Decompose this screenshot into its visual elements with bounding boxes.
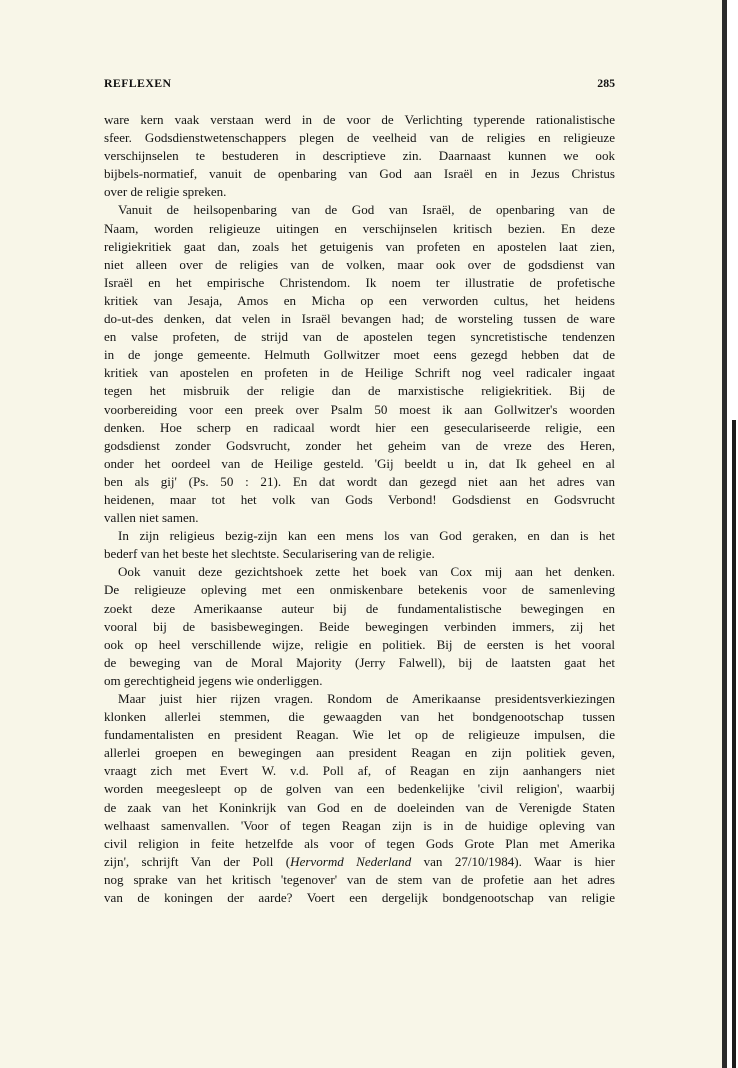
text-line: heidenen, maar tot het volk van Gods Verbond! Godsdienst en Godsvrucht xyxy=(104,491,615,507)
text-line: in de jonge gemeente. Helmuth Gollwitzer moet eens gezegd hebben dat de xyxy=(104,347,615,363)
text-line: Vanuit de heilsopenbaring van de God van Israël, de openbaring van de xyxy=(118,202,615,218)
scan-edge-shadow xyxy=(732,420,736,1068)
text-line: de beweging van de Moral Majority (Jerry Falwell), bij de laatsten gaat het xyxy=(104,654,615,670)
text-line: Naam, worden religieuze uitingen en verschijnselen kritisch bezien. En deze xyxy=(104,220,615,236)
text-segment: van 27/10/1984). Waar is hier xyxy=(411,853,615,869)
body-text xyxy=(104,111,615,907)
text-segment: zijn', schrijft Van der Poll ( xyxy=(104,853,291,869)
text-line: denken. Hoe scherp en radicaal wordt hier een geseculariseerde religie, een xyxy=(104,419,615,435)
text-line: om gerechtigheid jegens wie onderliggen. xyxy=(104,672,323,688)
text-line: vraagt zich met Evert W. v.d. Poll af, of Reagan en zijn aanhangers niet xyxy=(104,763,615,779)
text-line: bederf van het beste het slechtste. Secularisering van de religie. xyxy=(104,546,435,562)
text-line xyxy=(104,853,615,871)
text-line: vooral bij de basisbewegingen. Beide bewegingen verbinden immers, zij het xyxy=(104,618,615,634)
italic-title: Hervormd Nederland xyxy=(290,853,412,869)
text-line: verschijnselen te bestuderen in descriptieve zin. Daarnaast kunnen we ook xyxy=(104,148,615,164)
text-line: civil religion in feite hetzelfde als voor of tegen Gods Grote Plan met Amerika xyxy=(104,835,615,851)
text-line: Maar juist hier rijzen vragen. Rondom de Amerikaanse presidentsverkiezingen xyxy=(118,691,615,706)
text-line: ware kern vaak verstaan werd in de voor de Verlichting typerende rationalistische xyxy=(104,112,615,127)
text-line: kritiek van apostelen en profeten in de Heilige Schrift nog veel radicaler ingaat xyxy=(104,365,615,381)
text-line: klonken allerlei stemmen, die gewaagden van het bondgenootschap tussen xyxy=(104,709,615,725)
text-line: bijbels-normatief, vanuit de openbaring van God aan Israël en in Jezus Christus xyxy=(104,166,615,182)
text-line: Israël en het empirische Christendom. Ik noem ter illustratie de profetische xyxy=(104,274,615,290)
text-line: nog sprake van het kritisch 'tegenover' van de stem van de profetie aan het adres xyxy=(104,871,615,887)
text-line: do-ut-des denken, dat velen in Israël bevangen had; de worsteling tussen de ware xyxy=(104,311,615,327)
text-line: ben als gij' (Ps. 50 : 21). En dat wordt dan gezegd niet aan het adres van xyxy=(104,473,615,489)
text-line: over de religie spreken. xyxy=(104,184,227,200)
text-line: ook op heel verschillende wijze, religie en politiek. Bij de eersten is het vooral xyxy=(104,636,615,652)
scan-edge-line xyxy=(722,0,727,1068)
text-line: en valse profeten, de strijd van de apostelen tegen syncretistische tendenzen xyxy=(104,329,615,345)
text-line: van de koningen der aarde? Voert een dergelijk bondgenootschap van religie xyxy=(104,890,615,906)
text-line: sfeer. Godsdienstwetenschappers plegen de veelheid van de religies en religieuze xyxy=(104,130,615,146)
text-line: worden meegesleept op de golven van een bedenkelijke 'civil religion', waarbij xyxy=(104,781,615,797)
text-line: fundamentalisten en president Reagan. Wie let op de religieuze impulsen, die xyxy=(104,727,615,743)
text-line: godsdienst zonder Godsvrucht, zonder het geheim van de vreze des Heren, xyxy=(104,437,615,453)
text-line: In zijn religieus bezig-zijn kan een mens los van God geraken, en dan is het xyxy=(118,528,615,544)
running-head: REFLEXEN xyxy=(104,76,172,90)
text-line: onder het oordeel van de Heilige gesteld. 'Gij beeldt u in, dat Ik geheel en al xyxy=(104,455,615,471)
text-line: De religieuze opleving met een onmiskenbare betekenis voor de samenleving xyxy=(104,582,615,598)
text-line: kritiek van Jesaja, Amos en Micha op een verworden cultus, het heidens xyxy=(104,292,615,308)
page-number: 285 xyxy=(597,76,615,90)
text-line: Ook vanuit deze gezichtshoek zette het boek van Cox mij aan het denken. xyxy=(118,564,615,580)
page-header xyxy=(104,76,615,92)
text-line: voorbereiding voor een preek over Psalm 50 moest ik aan Gollwitzer's woorden xyxy=(104,401,615,417)
text-line: tegen het misbruik der religie dan de marxistische religiekritiek. Bij de xyxy=(104,383,615,399)
text-line: welhaast samenvallen. 'Voor of tegen Reagan zijn is in de huidige opleving van xyxy=(104,817,615,833)
text-line: religiekritiek gaat dan, zoals het getuigenis van profeten en apostelen laat zien, xyxy=(104,238,615,254)
text-line: niet alleen over de religies van de volken, maar ook over de godsdienst van xyxy=(104,256,615,272)
text-line: vallen niet samen. xyxy=(104,510,199,526)
text-line: de zaak van het Koninkrijk van God en de doeleinden van de Verenigde Staten xyxy=(104,799,615,815)
text-line: allerlei groepen en bewegingen aan president Reagan en zijn politiek geven, xyxy=(104,745,615,761)
text-line: zoekt deze Amerikaanse auteur bij de fundamentalistische bewegingen en xyxy=(104,600,615,616)
